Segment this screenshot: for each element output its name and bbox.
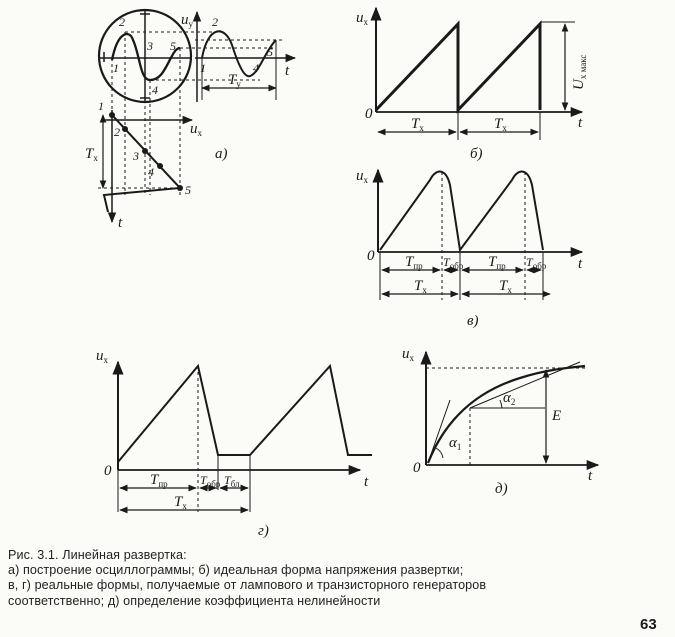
tbl-label-g: $T_{бл}$ (224, 473, 240, 489)
tobr1-label: $T_{обр}$ (443, 255, 464, 271)
panel-label-d: д) (495, 481, 508, 497)
sine-label-5: 5 (267, 45, 273, 59)
panel-a (98, 10, 295, 222)
caption-line-3: в, г) реальные формы, получаемые от лампового и транзисторного генераторов (8, 578, 487, 593)
t-label-b: t (578, 115, 583, 131)
t-label-g: t (364, 474, 369, 490)
zero-g: 0 (104, 463, 112, 479)
sine-label-2: 2 (212, 15, 218, 29)
sine-label-1: 1 (200, 61, 206, 75)
caption-line-1: Рис. 3.1. Линейная развертка: (8, 548, 187, 562)
ux-axis-label-a: $u_x$ (190, 121, 202, 138)
tobr2-label: $T_{обр}$ (526, 255, 547, 271)
zero-d: 0 (413, 460, 421, 476)
ux-axis-label-d: $u_x$ (402, 346, 414, 363)
tobr-label-g: $T_{обр}$ (200, 473, 221, 489)
tx2-label-v: $T_x$ (499, 278, 512, 295)
screen-label-5: 5 (170, 39, 176, 53)
t-label-a2: t (118, 215, 123, 231)
tpr2-label: $T_{пр}$ (488, 254, 506, 271)
t-label-a: t (285, 63, 290, 79)
screen-label-3: 3 (147, 39, 153, 53)
screen-label-2: 2 (119, 15, 125, 29)
ux-axis-label-v: $u_x$ (356, 168, 368, 185)
tx2-label-b: $T_x$ (494, 116, 507, 133)
pt-label-3: 3 (133, 149, 139, 163)
pt-label-2: 2 (114, 125, 120, 139)
caption-line-2: а) построение осциллограммы; б) идеальная форма напряжения развертки; (8, 563, 464, 578)
figure-caption (8, 548, 663, 609)
tube-sawtooth (380, 172, 543, 250)
alpha1-label: $\alpha_1$ (449, 435, 462, 452)
screen-label-4: 4 (152, 83, 158, 97)
panel-v (378, 170, 582, 300)
panel-label-v: в) (467, 313, 479, 329)
screen-label-1: 1 (113, 61, 119, 75)
ux-axis-label-g: $u_x$ (96, 348, 108, 365)
tpr1-label: $T_{пр}$ (405, 254, 423, 271)
tx-label-g: $T_x$ (174, 494, 187, 511)
alpha2-label: $\alpha_2$ (503, 390, 516, 407)
zero-v: 0 (367, 248, 375, 264)
ty-label: $T_y$ (228, 72, 241, 89)
caption-line-4: соответственно; д) определение коэффициента нелинейности (8, 593, 381, 608)
t-label-d: t (588, 468, 593, 484)
transistor-sawtooth (118, 366, 372, 462)
ideal-sawtooth (376, 24, 540, 110)
panel-b-labels (356, 10, 588, 162)
tx-label-a: $T_x$ (85, 146, 98, 163)
panel-g (118, 362, 372, 512)
pt-label-1: 1 (98, 99, 104, 113)
tx1-label-v: $T_x$ (414, 278, 427, 295)
zero-b: 0 (365, 106, 373, 122)
pt-label-5: 5 (185, 183, 191, 197)
umax-label: $U_{x макс}$ (571, 54, 588, 90)
e-label: E (552, 408, 562, 424)
panel-label-a: а) (215, 146, 228, 162)
ux-axis-label-b: $u_x$ (356, 10, 368, 27)
uy-axis-label: $u_y$ (181, 12, 193, 29)
page-number: 63 (640, 616, 657, 633)
panel-v-labels (356, 168, 583, 329)
panel-b (376, 8, 582, 140)
tpr-label-g: $T_{пр}$ (150, 472, 168, 489)
panel-label-g: г) (258, 523, 269, 539)
uy-sine (202, 31, 276, 76)
t-label-v: t (578, 256, 583, 272)
sine-label-4: 4 (253, 61, 259, 75)
panel-label-b: б) (470, 146, 483, 162)
pt-label-4: 4 (148, 165, 154, 179)
tx1-label-b: $T_x$ (411, 116, 424, 133)
